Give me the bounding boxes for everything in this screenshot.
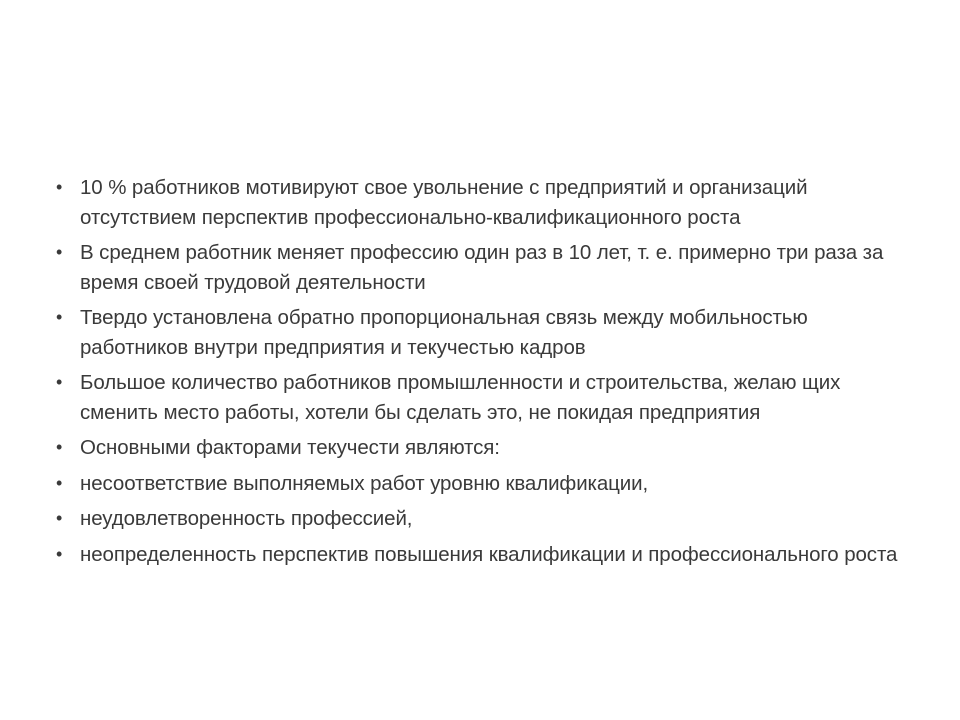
bullet-item [56, 368, 916, 427]
bullet-text: Твердо установлена обратно пропорциональная связь между мобильностью работников внутри предприятия и текучестью кадров [80, 306, 808, 359]
bullet-item [56, 469, 916, 499]
bullet-text: 10 % работников мотивируют свое увольнение с предприятий и организаций отсутствием перспектив профессионально-квалификационного роста [80, 176, 808, 229]
bullet-icon: • [56, 437, 63, 457]
bullet-list [56, 173, 916, 575]
bullet-item [56, 173, 916, 232]
bullet-icon: • [56, 372, 63, 392]
bullet-icon: • [56, 472, 63, 493]
bullet-item [56, 238, 916, 297]
bullet-text: несоответствие выполняемых работ уровню квалификации, [80, 471, 649, 495]
bullet-text: В среднем работник меняет профессию один раз в 10 лет, т. е. примерно три раза за время своей трудовой деятельности [80, 241, 884, 294]
bullet-item [56, 433, 916, 463]
bullet-icon: • [56, 177, 63, 197]
bullet-icon: • [56, 307, 63, 327]
bullet-icon: • [56, 242, 63, 262]
bullet-item [56, 540, 916, 570]
bullet-text: неопределенность перспектив повышения квалификации и профессионального роста [80, 542, 898, 566]
bullet-text: неудовлетворенность профессией, [80, 507, 413, 530]
bullet-item [56, 303, 916, 362]
bullet-icon: • [56, 543, 63, 564]
bullet-icon: • [56, 508, 63, 528]
bullet-text: Большое количество работников промышленности и строительства, желаю щих сменить место работы, хотели бы сделать это, не покидая предприятия [80, 371, 841, 424]
bullet-text: Основными факторами текучести являются: [80, 436, 500, 459]
bullet-item [56, 504, 916, 534]
